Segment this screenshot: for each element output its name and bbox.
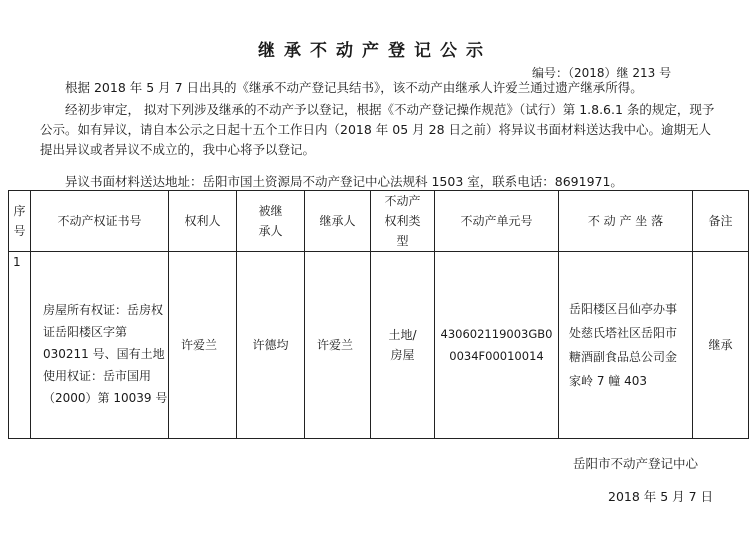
table-row — [9, 252, 749, 439]
header-seq: 序号 — [9, 191, 31, 252]
row-seq: 1 — [9, 252, 31, 439]
header-cert: 不动产权证书号 — [31, 191, 169, 252]
header-remark: 备注 — [693, 191, 749, 252]
row-right-type: 土地/房屋 — [371, 252, 435, 439]
header-unit-no: 不动产单元号 — [435, 191, 559, 252]
row-location: 岳阳楼区吕仙亭办事处慈氏塔社区岳阳市糖酒副食品总公司金家岭 7 幢 403 — [559, 252, 693, 439]
header-deceased: 被继承人 — [237, 191, 305, 252]
header-heir: 继承人 — [305, 191, 371, 252]
paragraph-basis: 根据 2018 年 5 月 7 日出具的《继承不动产登记具结书》，该不动产由继承人许爱兰通过遗产继承所得。 — [65, 80, 643, 95]
document-number: 编号：（2018）继 213 号 — [532, 66, 672, 80]
row-remark: 继承 — [693, 252, 749, 439]
issuing-organization: 岳阳市不动产登记中心 — [573, 456, 699, 471]
row-cert: 房屋所有权证：岳房权证岳阳楼区字第 030211 号、国有土地使用权证：岳市国用（2000）第 10039 号 — [31, 252, 169, 439]
paragraph-review: 经初步审定， 拟对下列涉及继承的不动产予以登记，根据《不动产登记操作规范》（试行）第 1.8.6.1 条的规定，现予公示。如有异议，请自本公示之日起十五个工作日内（2018 年 05 月 28 日之前）将异议书面材料送达我中心。逾期无人提出异议或者异议不成立的，我中心将予以登记。 — [40, 102, 715, 157]
row-holder: 许爱兰 — [169, 252, 237, 439]
row-heir: 许爱兰 — [305, 252, 371, 439]
header-location: 不 动 产 坐 落 — [559, 191, 693, 252]
issue-date: 2018 年 5 月 7 日 — [608, 489, 714, 504]
row-deceased: 许德均 — [237, 252, 305, 439]
row-unit-no: 430602119003GB00034F00010014 — [435, 252, 559, 439]
header-holder: 权利人 — [169, 191, 237, 252]
paragraph-address: 异议书面材料送达地址：岳阳市国土资源局不动产登记中心法规科 1503 室，联系电话：8691971。 — [65, 174, 623, 189]
registration-table — [8, 190, 749, 439]
notice-title: 继承不动产登记公示 — [258, 41, 492, 61]
header-right-type: 不动产权利类型 — [371, 191, 435, 252]
table-header-row — [9, 191, 749, 252]
